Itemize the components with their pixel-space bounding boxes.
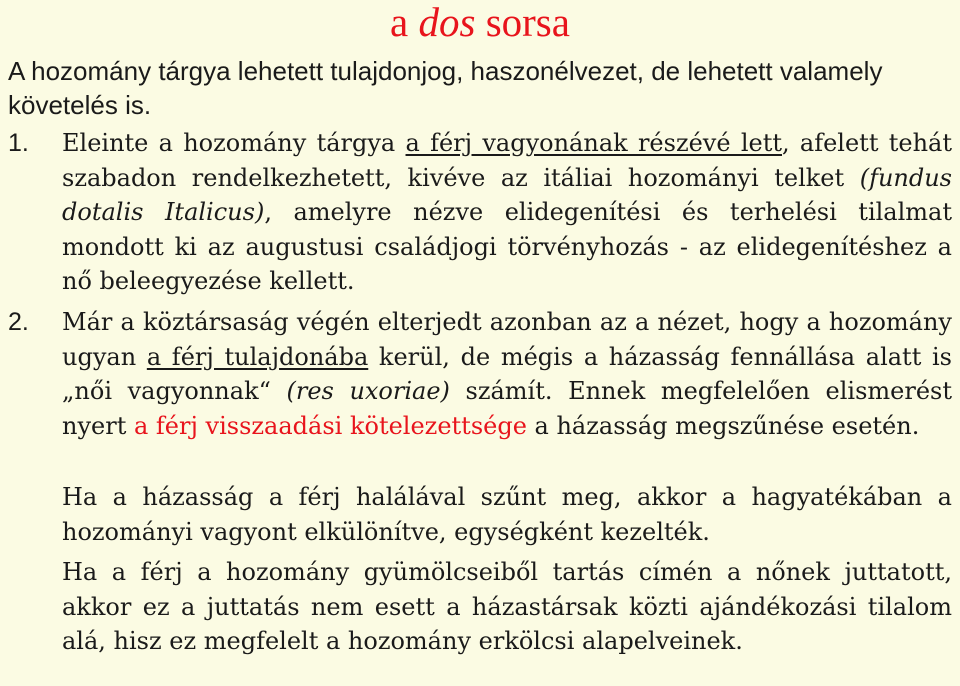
item2-underlined: a férj tulajdonába — [146, 342, 369, 371]
item1-text-3: , amelyre nézve elidegenítési és terhelési tilalmat mondott ki az augustusi családjogi törvényhozás - az elidegenítéshez a nő beleegyezése kellett. — [62, 198, 952, 295]
item2-text-2: kerül, de mégis a házasság fennállása alatt is „női vagyonnak“ — [62, 342, 953, 405]
item1-text-2: , afelett tehát szabadon rendelkezhetett, kivéve az itáliai hozományi telket — [62, 129, 952, 192]
item2-paragraph — [62, 305, 952, 443]
title-prefix: a — [390, 0, 419, 45]
title-suffix: sorsa — [475, 0, 570, 45]
paragraph-3: Ha a házasság a férj halálával szűnt meg, akkor a hagyatékában a hozományi vagyont elkülönítve, egységként kezelték. — [62, 483, 952, 546]
item2-text-1: Már a köztársaság végén elterjedt azonban az a nézet, hogy a hozomány ugyan — [62, 308, 952, 371]
item2-marker: 2. — [8, 308, 29, 336]
item1-text-1: Eleinte a hozomány tárgya — [62, 129, 406, 157]
slide-title — [0, 0, 960, 44]
item2-red-highlight: a férj visszaadási kötelezettsége — [133, 411, 527, 440]
intro-paragraph: A hozomány tárgya lehetett tulajdonjog, haszonélvezet, de lehetett valamely követelés is. — [8, 56, 883, 120]
item1-marker: 1. — [8, 129, 29, 157]
item2-text-4: a házasság megszűnése esetén. — [526, 411, 920, 440]
item2-text-3: számít. Ennek megfelelően elismerést nyert — [62, 377, 952, 440]
item1-underlined: a férj vagyonának részévé lett — [405, 129, 782, 157]
paragraph-4: Ha a férj a hozomány gyümölcseiből tartás címén a nőnek juttatott, akkor ez a juttatás nem esett a házastársak közti ajándékozási tilalom alá, hisz ez megfelelt a hozomány erkölcsi alapelveinek. — [62, 558, 952, 655]
title-emphasis: dos — [418, 0, 476, 45]
item1-paragraph — [62, 126, 952, 299]
item1-italic-term: (fundus dotalis Italicus) — [62, 163, 952, 226]
item2-italic-term: (res uxoriae) — [286, 377, 450, 405]
